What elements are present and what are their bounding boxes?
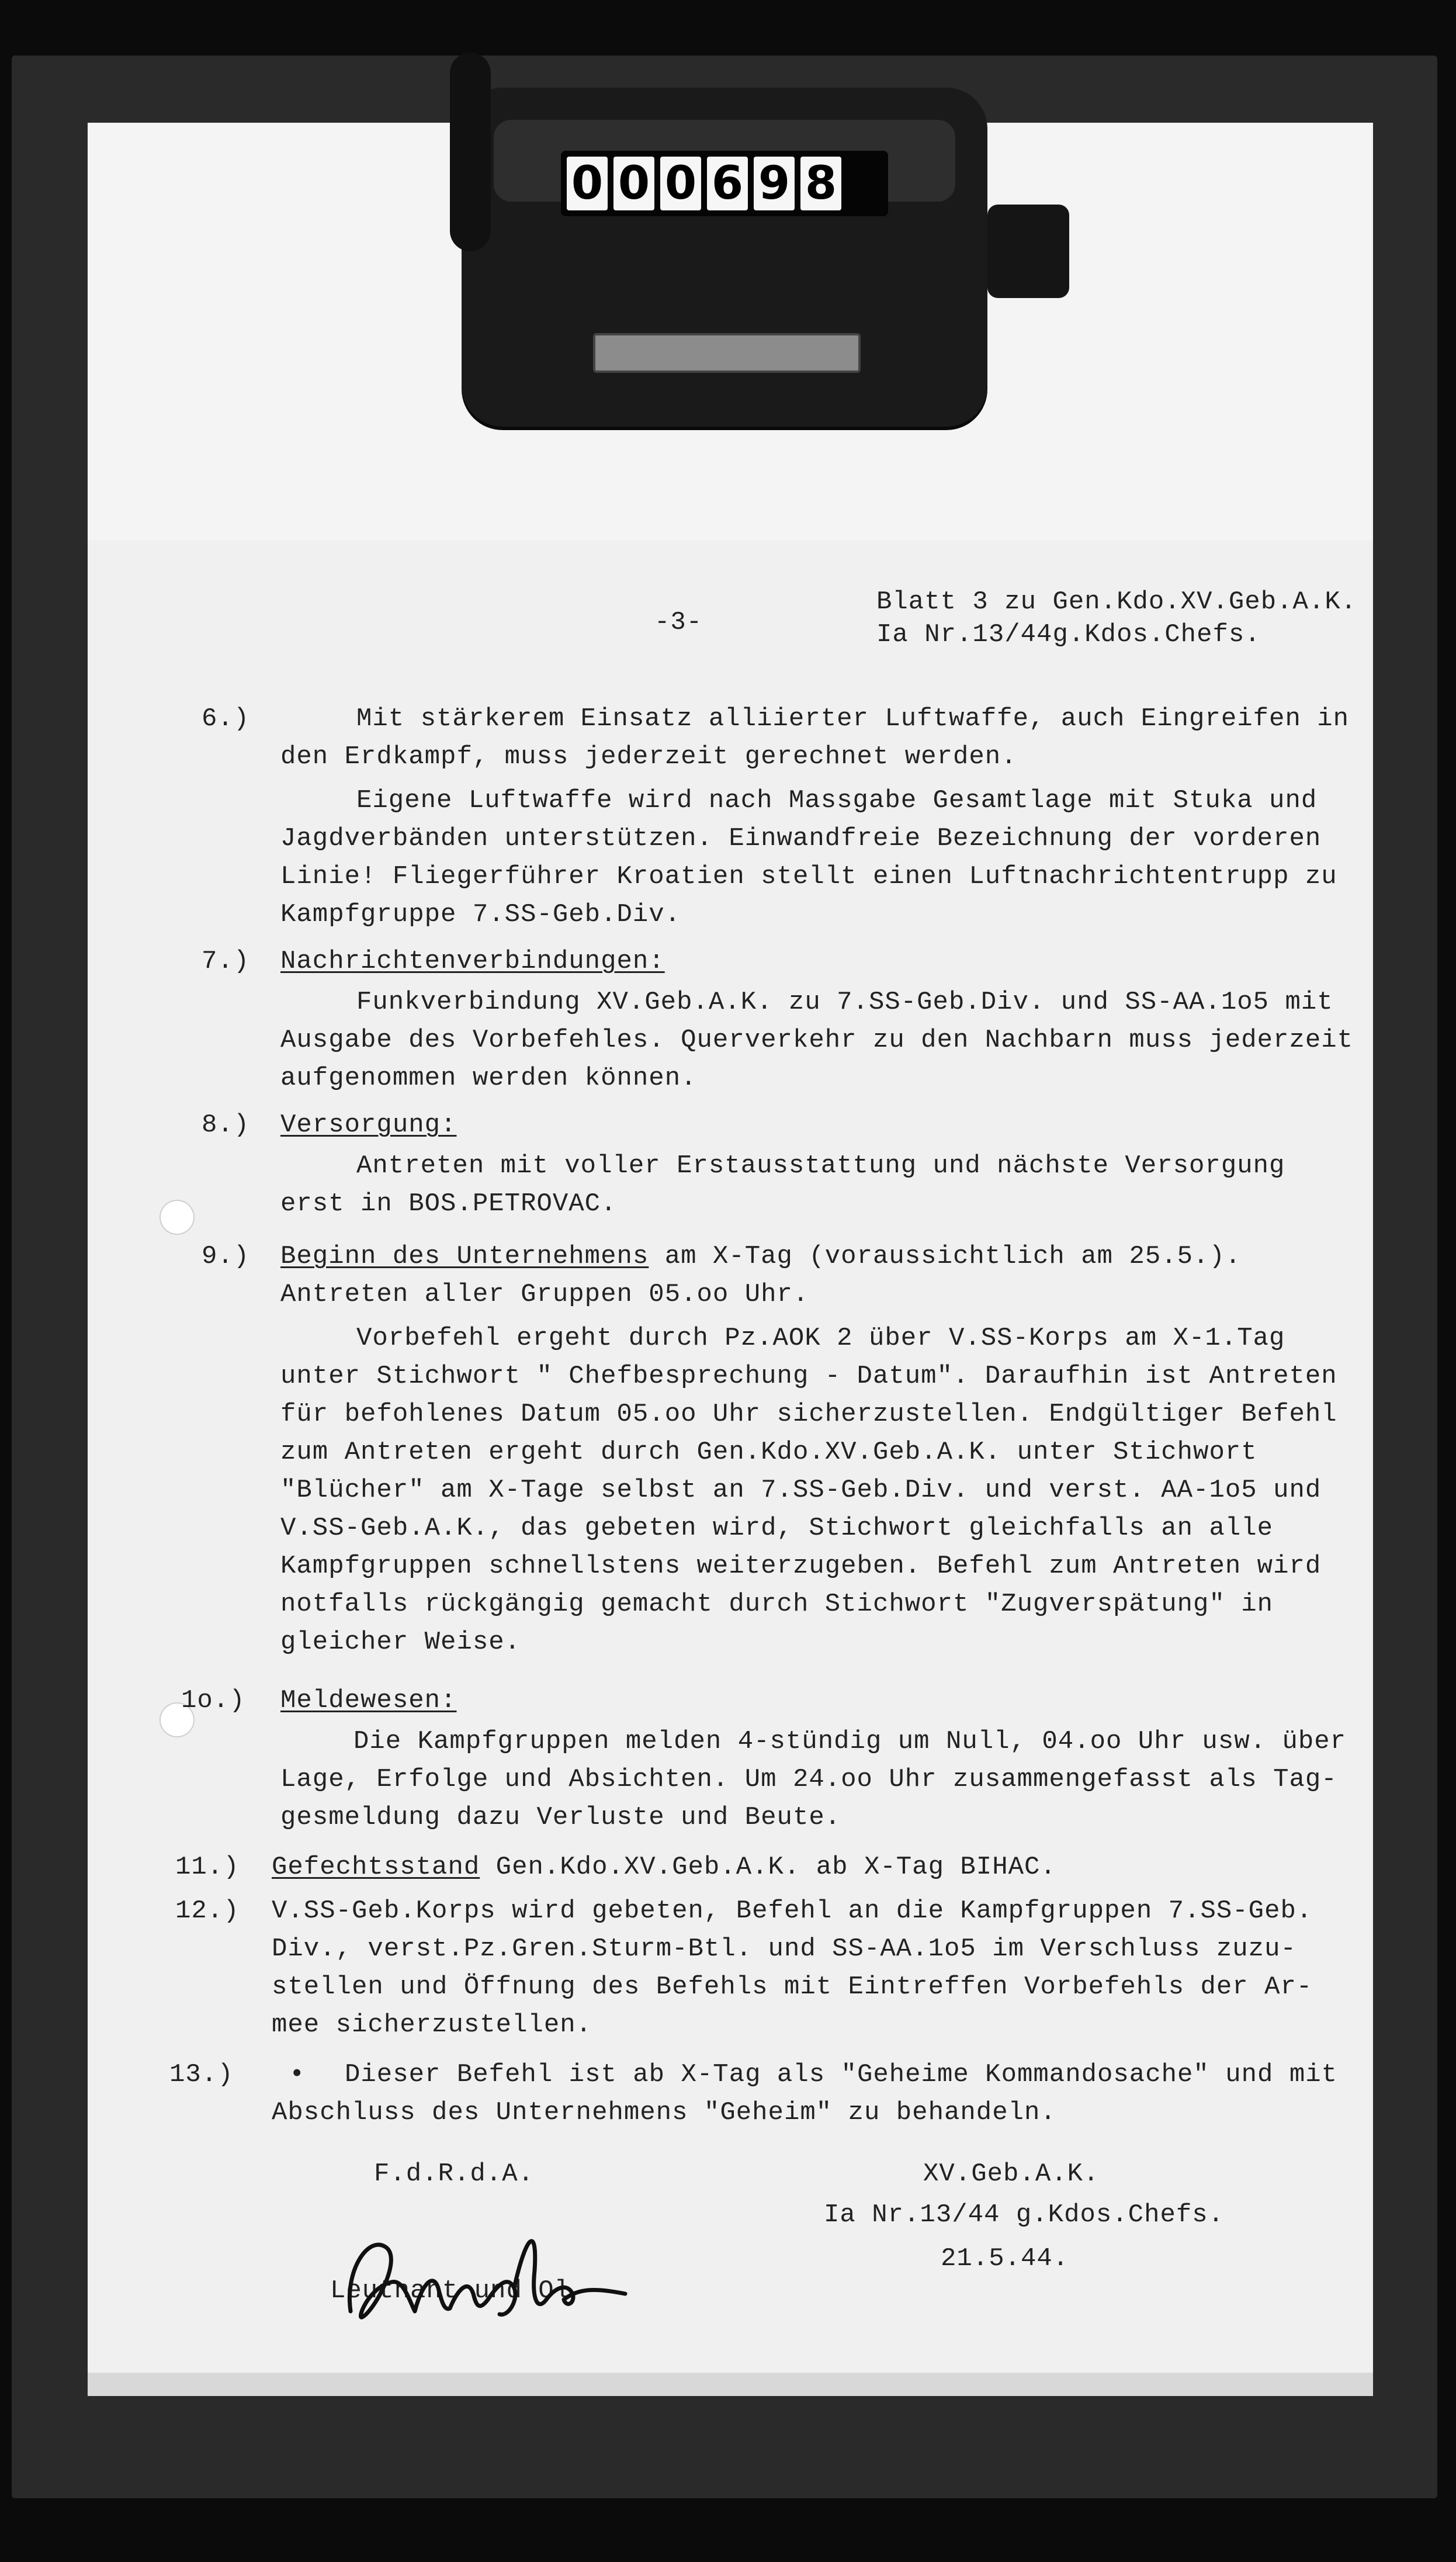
section-text: Die Kampfgruppen melden 4-stündig um Null, 04.oo Uhr usw. über [353,1727,1347,1756]
section-number: 7.) [202,947,250,976]
section-text: stellen und Öffnung des Befehls mit Eintreffen Vorbefehls der Ar- [272,1972,1313,2002]
page-edge-shadow [88,2373,1373,2396]
section-heading-line [280,1242,1241,1271]
section-text: aufgenommen werden können. [280,1064,697,1093]
section-text: zum Antreten ergeht durch Gen.Kdo.XV.Geb.A.K. unter Stichwort [280,1438,1257,1467]
counter-digit: 0 [567,157,608,210]
section-text: den Erdkampf, muss jederzeit gerechnet werden. [280,742,1017,771]
section-text: "Blücher" am X-Tage selbst an 7.SS-Geb.Div. und verst. AA-1o5 und [280,1476,1322,1505]
reference-line-1: Blatt 3 zu Gen.Kdo.XV.Geb.A.K. [876,587,1357,617]
punch-hole [161,1201,193,1234]
section-text: für befohlenes Datum 05.oo Uhr sicherzustellen. Endgültiger Befehl [280,1400,1337,1429]
section-text: V.SS-Geb.Korps wird gebeten, Befehl an die Kampfgruppen 7.SS-Geb. [272,1896,1313,1926]
reference-line-2: Ia Nr.13/44g.Kdos.Chefs. [876,620,1261,649]
section-number: 1o.) [181,1686,245,1715]
signatory-rank: Leutnant und Ol [330,2276,571,2305]
section-number: 6.) [202,704,250,733]
issuer-label: XV.Geb.A.K. [923,2159,1100,2189]
section-number: 13.) [169,2060,234,2089]
section-text: Lage, Erfolge und Absichten. Um 24.oo Uhr zusammengefasst als Tag- [280,1765,1337,1794]
section-text: Jagdverbänden unterstützen. Einwandfreie Bezeichnung der vorderen [280,824,1322,853]
counter-nameplate [593,333,861,373]
counter-digit: 8 [800,157,841,210]
section-text: Linie! Fliegerführer Kroatien stellt einen Luftnachrichtentrupp zu [280,862,1337,891]
counter-knob [987,205,1069,298]
issuer-reference: Ia Nr.13/44 g.Kdos.Chefs. [824,2200,1225,2229]
section-text: gesmeldung dazu Verluste und Beute. [280,1803,841,1832]
section-text: Funkverbindung XV.Geb.A.K. zu 7.SS-Geb.Div. und SS-AA.1o5 mit [356,988,1333,1017]
document-date: 21.5.44. [941,2244,1069,2273]
section-heading: Nachrichtenverbindungen: [280,947,665,976]
section-text: erst in BOS.PETROVAC. [280,1189,617,1218]
section-text: Mit stärkerem Einsatz alliierter Luftwaffe, auch Eingreifen in [356,704,1350,733]
page-number: -3- [654,608,703,637]
section-text: Div., verst.Pz.Gren.Sturm-Btl. und SS-AA.1o5 im Verschluss zuzu- [272,1934,1296,1964]
counter-digit: 0 [613,157,654,210]
section-number: 11.) [175,1853,240,1882]
section-text: Kampfgruppen schnellstens weiterzugeben. Befehl zum Antreten wird [280,1552,1322,1581]
section-text: Vorbefehl ergeht durch Pz.AOK 2 über V.SS-Korps am X-1.Tag [356,1324,1285,1353]
counter-digit: 9 [754,157,795,210]
section-heading: Meldewesen: [280,1686,457,1715]
section-text: mee sicherzustellen. [272,2010,592,2040]
section-text: V.SS-Geb.A.K., das gebeten wird, Stichwort gleichfalls an alle [280,1514,1274,1543]
section-text: Ausgabe des Vorbefehles. Querverkehr zu den Nachbarn muss jederzeit [280,1026,1354,1055]
section-text: Abschluss des Unternehmens "Geheim" zu behandeln. [272,2098,1056,2127]
section-heading: Versorgung: [280,1110,457,1140]
section-heading-rest: am X-Tag (voraussichtlich am 25.5.). [649,1242,1242,1271]
section-heading: Gefechtsstand [272,1853,480,1882]
section-text: unter Stichwort " Chefbesprechung - Datum". Daraufhin ist Antreten [280,1362,1337,1391]
section-heading-line [272,1853,1056,1882]
section-number: 8.) [202,1110,250,1140]
counter-digit: 6 [707,157,748,210]
section-text: notfalls rückgängig gemacht durch Stichwort "Zugverspätung" in [280,1590,1274,1619]
section-text: Kampfgruppe 7.SS-Geb.Div. [280,900,681,929]
counter-window [561,151,888,216]
section-heading-rest: Gen.Kdo.XV.Geb.A.K. ab X-Tag BIHAC. [480,1853,1056,1882]
frame-counter [462,88,987,427]
document-page [88,541,1373,2376]
section-text: Dieser Befehl ist ab X-Tag als "Geheime Kommandosache" und mit [345,2060,1338,2089]
section-number: 12.) [175,1896,240,1926]
section-text: Eigene Luftwaffe wird nach Massgabe Gesamtlage mit Stuka und [356,786,1318,815]
section-text: Antreten aller Gruppen 05.oo Uhr. [280,1280,809,1309]
handwritten-signature [333,2200,637,2352]
counter-digit: 0 [660,157,701,210]
section-number: 9.) [202,1242,250,1271]
bullet: • [289,2060,306,2089]
counter-cable [450,53,491,251]
section-text: gleicher Weise. [280,1628,521,1657]
fdrda-label: F.d.R.d.A. [374,2159,535,2189]
section-text: Antreten mit voller Erstausstattung und nächste Versorgung [356,1151,1285,1180]
section-heading: Beginn des Unternehmens [280,1242,649,1271]
